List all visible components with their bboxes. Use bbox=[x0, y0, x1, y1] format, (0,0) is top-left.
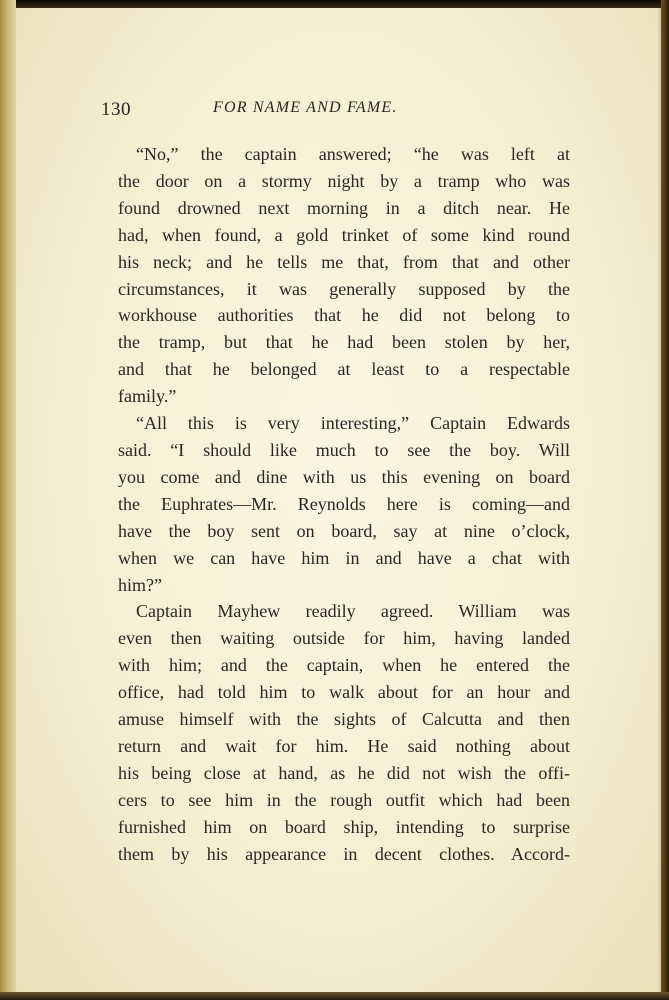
page-number: 130 bbox=[101, 99, 131, 120]
text-line: “No,” the captain answered; “he was left at bbox=[136, 144, 570, 164]
text-line: found drowned next morning in a ditch near. He bbox=[118, 197, 570, 218]
text-line: furnished him on board ship, intending to surprise bbox=[118, 816, 570, 837]
book-cover-bottom-edge bbox=[0, 992, 669, 1000]
text-line: the Euphrates—Mr. Reynolds here is coming—and bbox=[118, 493, 570, 514]
text-line: even then waiting outside for him, having landed bbox=[118, 628, 570, 649]
book-cover-top-edge bbox=[0, 0, 669, 8]
text-line: said. “I should like much to see the boy. Will bbox=[118, 439, 570, 460]
text-line: office, had told him to walk about for an hour and bbox=[118, 682, 570, 703]
running-head bbox=[101, 97, 571, 127]
text-line: with him; and the captain, when he entered the bbox=[118, 655, 570, 676]
text-line: workhouse authorities that he did not belong to bbox=[118, 305, 570, 326]
text-line: the door on a stormy night by a tramp who was bbox=[118, 170, 570, 191]
text-line: circumstances, it was generally supposed by the bbox=[118, 278, 570, 299]
running-title: FOR NAME AND FAME. bbox=[213, 99, 398, 116]
text-line: them by his appearance in decent clothes. Accord- bbox=[118, 843, 570, 864]
text-line: his neck; and he tells me that, from that and other bbox=[118, 251, 570, 272]
text-line: have the boy sent on board, say at nine o’clock, bbox=[118, 520, 570, 541]
text-line: Captain Mayhew readily agreed. William was bbox=[136, 601, 570, 622]
text-line: the tramp, but that he had been stolen by her, bbox=[118, 332, 570, 353]
text-line: had, when found, a gold trinket of some kind round bbox=[118, 224, 570, 245]
text-line: “All this is very interesting,” Captain Edwards bbox=[136, 413, 570, 434]
text-line: him?” bbox=[118, 574, 162, 595]
body-text bbox=[118, 141, 570, 867]
book-spine-edge bbox=[0, 0, 16, 1000]
text-line: return and wait for him. He said nothing about bbox=[118, 735, 570, 756]
text-line: cers to see him in the rough outfit which had been bbox=[118, 789, 570, 810]
text-line: amuse himself with the sights of Calcutta and then bbox=[118, 709, 570, 730]
text-line: and that he belonged at least to a respectable bbox=[118, 359, 570, 380]
text-line: you come and dine with us this evening on board bbox=[118, 466, 570, 487]
text-line: when we can have him in and have a chat with bbox=[118, 547, 570, 568]
text-line: family.” bbox=[118, 386, 177, 407]
text-line: his being close at hand, as he did not wish the offi- bbox=[118, 762, 570, 783]
book-cover-right-edge bbox=[661, 0, 669, 1000]
